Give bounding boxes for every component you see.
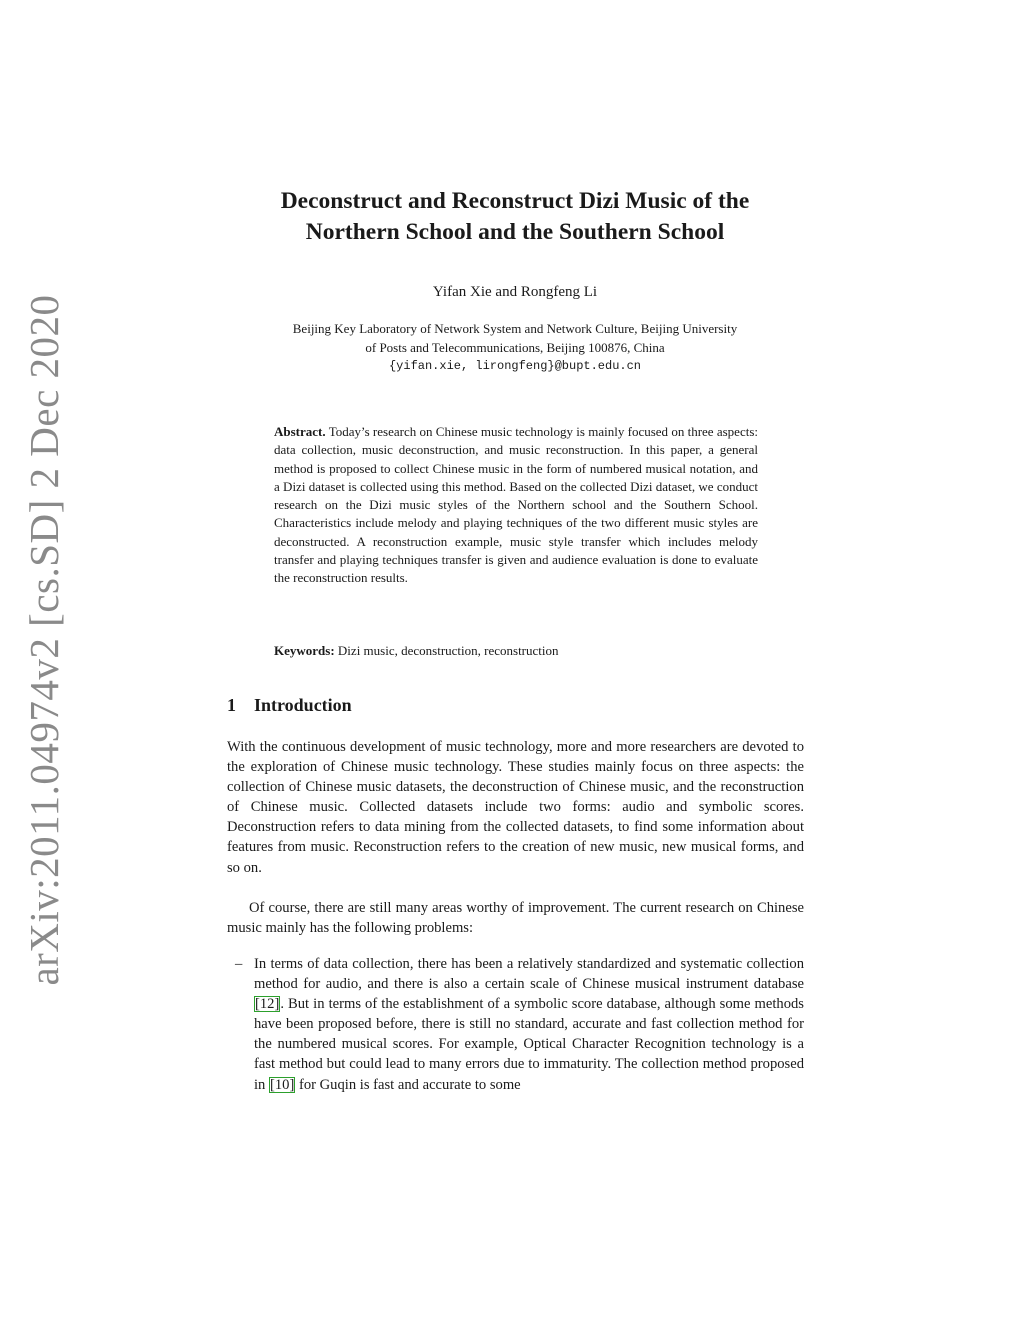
keywords-label: Keywords: xyxy=(274,643,335,658)
affiliation-line-2: of Posts and Telecommunications, Beijing 100876, China xyxy=(365,340,665,355)
section-number: 1 xyxy=(227,695,236,715)
affiliation-line-1: Beijing Key Laboratory of Network System and Network Culture, Beijing University xyxy=(292,321,738,336)
intro-paragraph-1: With the continuous development of music technology, more and more researchers are devoted to the exploration of Chinese music technology. These studies mainly focus on three aspects: the collection of Chinese music datasets, the deconstruction of Chinese music, and the reconstruction of Chinese music. Collected datasets include two forms: audio and symbolic scores. Deconstruction refers to data mining from the collected datasets, to find some information about features from music. Reconstruction refers to the creation of new music, new musical forms, and so on. xyxy=(227,739,804,876)
bullet-dash: – xyxy=(235,956,243,972)
section-heading-introduction xyxy=(227,695,352,716)
citation-link-12[interactable]: [12] xyxy=(255,996,280,1013)
list-item-text xyxy=(254,954,804,1095)
affiliation xyxy=(200,319,830,376)
title-line-2: Northern School and the Southern School xyxy=(305,219,725,245)
bullet-text-part-1: In terms of data collection, there has been a relatively standardized and systematic collection method for audio, and there is also a certain scale of Chinese musical instrument database xyxy=(254,956,804,993)
section-title: Introduction xyxy=(254,695,352,715)
keywords xyxy=(274,643,758,659)
intro-paragraph-2: Of course, there are still many areas worthy of improvement. The current research on Chinese music mainly has the following problems: xyxy=(227,900,804,937)
bullet-text-part-3: for Guqin is fast and accurate to some xyxy=(295,1076,521,1093)
abstract xyxy=(274,423,758,588)
paper-title xyxy=(200,186,830,248)
title-line-1: Deconstruct and Reconstruct Dizi Music of the xyxy=(280,188,750,214)
list-item xyxy=(227,954,804,1095)
abstract-text: Today’s research on Chinese music technology is mainly focused on three aspects: data collection, music deconstruction, and music reconstruction. In this paper, a general method is proposed to collect Chinese music in the form of numbered musical notation, and a Dizi dataset is collected using this method. Based on the collected Dizi dataset, we conduct research on the Dizi music styles of the Northern school and the Southern School. Characteristics include melody and playing techniques of the two different music styles are deconstructed. A reconstruction example, music style transfer which includes melody transfer and playing techniques transfer is given and audience evaluation is done to evaluate the reconstruction results. xyxy=(274,424,759,586)
author-emails: {yifan.xie, lirongfeng}@bupt.edu.cn xyxy=(388,359,642,373)
arxiv-identifier: arXiv:2011.04974v2 [cs.SD] 2 Dec 2020 xyxy=(21,294,67,986)
problem-list xyxy=(227,954,804,1095)
citation-link-10[interactable]: [10] xyxy=(270,1076,295,1093)
authors: Yifan Xie and Rongfeng Li xyxy=(432,284,598,300)
bullet-text-part-2: . But in terms of the establishment of a symbolic score database, although some methods have been proposed before, there is still no standard, accurate and fast collection method for the numbered musical scores. For example, Optical Character Recognition technology is a fast method but could lead to many errors due to immaturity. The collection method proposed in xyxy=(254,996,804,1093)
abstract-label: Abstract. xyxy=(274,424,326,439)
keywords-text: Dizi music, deconstruction, reconstruction xyxy=(337,643,559,658)
